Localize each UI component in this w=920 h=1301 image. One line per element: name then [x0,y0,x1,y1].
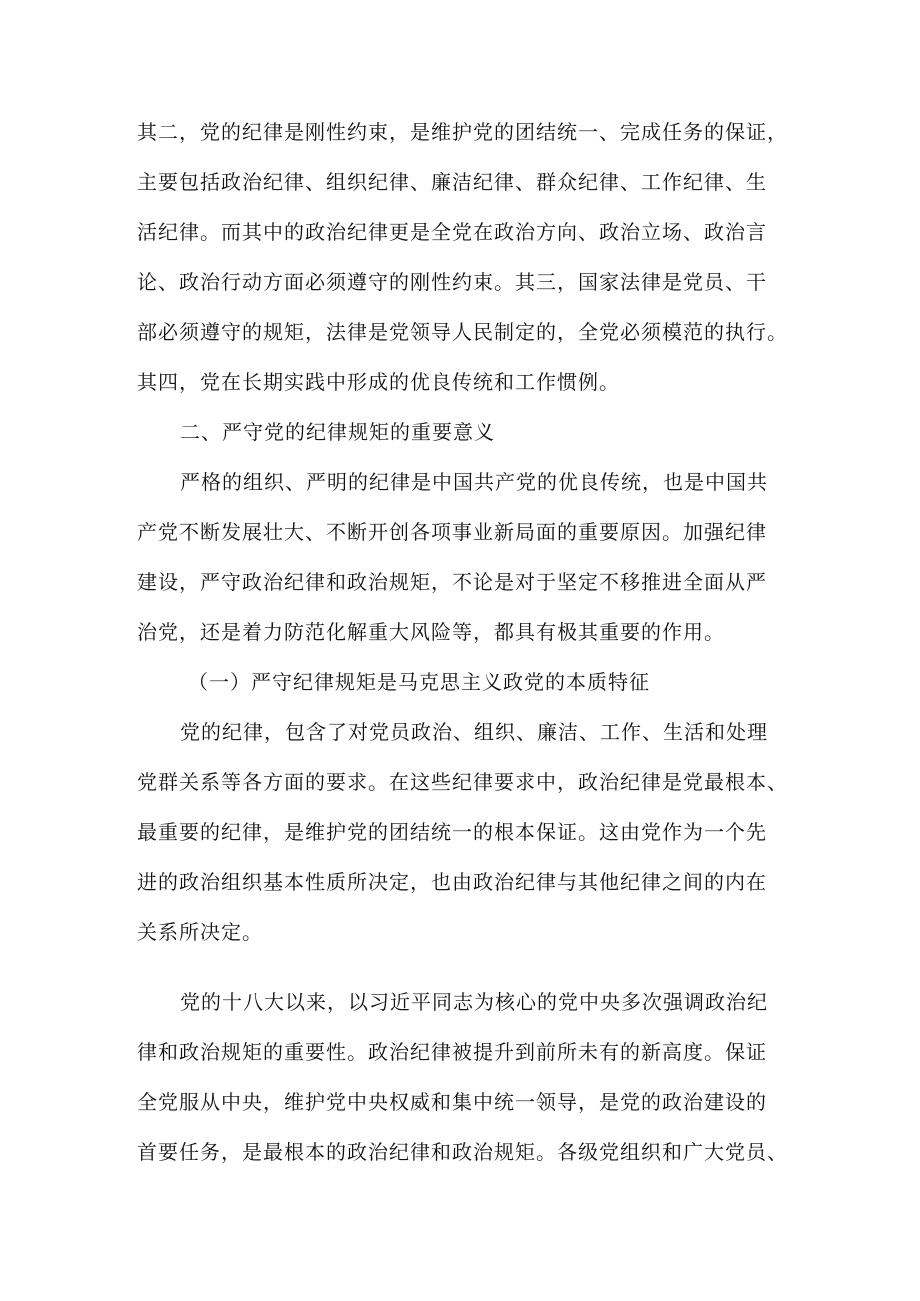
paragraph-line: 最重要的纪律，是维护党的团结统一的根本保证。这由党作为一个先 [137,820,767,844]
paragraph-line: 首要任务，是最根本的政治纪律和政治规矩。各级党组织和广大党员、 [137,1140,788,1164]
paragraph-line: 进的政治组织基本性质所决定，也由政治纪律与其他纪律之间的内在 [137,870,767,894]
paragraph-line: 党的纪律，包含了对党员政治、组织、廉洁、工作、生活和处理 [180,720,768,744]
paragraph-line: 其四，党在长期实践中形成的优良传统和工作惯例。 [137,370,620,394]
paragraph-line: 论、政治行动方面必须遵守的刚性约束。其三，国家法律是党员、干 [137,270,767,294]
paragraph-line: 建设，严守政治纪律和政治规矩，不论是对于坚定不移推进全面从严 [137,570,767,594]
paragraph-line: 全党服从中央，维护党中央权威和集中统一领导，是党的政治建设的 [137,1090,767,1114]
paragraph-line: 党的十八大以来，以习近平同志为核心的党中央多次强调政治纪 [180,990,768,1014]
paragraph-line: 主要包括政治纪律、组织纪律、廉洁纪律、群众纪律、工作纪律、生 [137,170,767,194]
section-heading: 二、严守党的纪律规矩的重要意义 [180,420,495,444]
paragraph-line: 其二，党的纪律是刚性约束，是维护党的团结统一、完成任务的保证， [137,120,788,144]
paragraph-line: 党群关系等各方面的要求。在这些纪律要求中，政治纪律是党最根本、 [137,770,788,794]
paragraph-line: 严格的组织、严明的纪律是中国共产党的优良传统，也是中国共 [180,470,768,494]
paragraph-line: 部必须遵守的规矩，法律是党领导人民制定的，全党必须模范的执行。 [137,320,788,344]
paragraph-line: 治党，还是着力防范化解重大风险等，都具有极其重要的作用。 [137,620,725,644]
paragraph-line: 律和政治规矩的重要性。政治纪律被提升到前所未有的新高度。保证 [137,1040,767,1064]
paragraph-line: 产党不断发展壮大、不断开创各项事业新局面的重要原因。加强纪律 [137,520,767,544]
paragraph-line: 关系所决定。 [137,920,263,944]
paragraph-line: 活纪律。而其中的政治纪律更是全党在政治方向、政治立场、政治言 [137,220,767,244]
subsection-heading: （一）严守纪律规矩是马克思主义政党的本质特征 [188,670,650,694]
